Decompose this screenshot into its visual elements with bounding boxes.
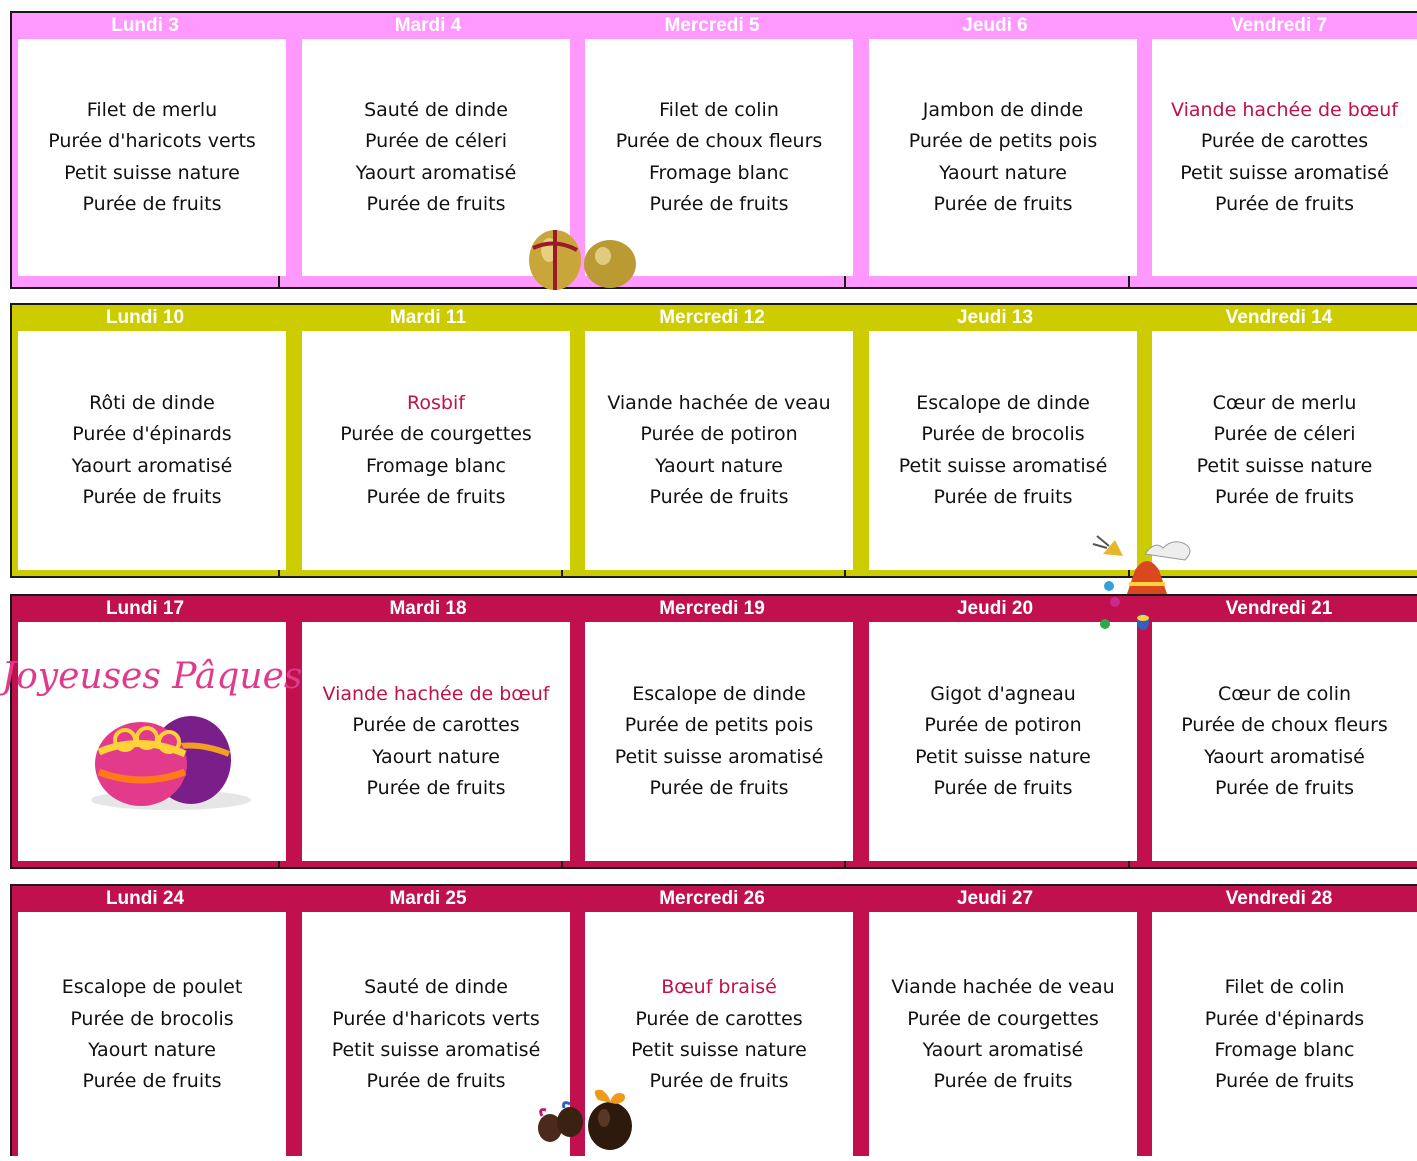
dish-line: Purée de petits pois <box>908 130 1098 153</box>
day-menu-cell <box>1152 912 1417 1158</box>
day-menu-cell <box>1 622 303 861</box>
dish-line: Purée de fruits <box>1215 776 1354 799</box>
dish-line: Purée de choux fleurs <box>615 130 823 153</box>
day-header: Jeudi 13 <box>956 307 1034 328</box>
day-header: Jeudi 6 <box>962 15 1028 36</box>
dish-line: Purée de brocolis <box>70 1007 234 1030</box>
day-menu-cell <box>18 912 286 1158</box>
dish-line: Purée de potiron <box>640 423 798 446</box>
main-dish: Jambon de dinde <box>922 98 1084 121</box>
day-header: Mercredi 26 <box>659 888 765 909</box>
dish-line: Purée de brocolis <box>921 423 1085 446</box>
dish-line: Purée de fruits <box>649 485 789 508</box>
dish-line: Purée de céleri <box>1213 423 1356 446</box>
dish-line: Purée de petits pois <box>624 714 814 737</box>
day-menu-cell <box>869 912 1137 1158</box>
day-header: Mardi 4 <box>394 15 462 36</box>
dish-line: Yaourt nature <box>372 745 500 768</box>
dish-line: Purée de fruits <box>366 192 506 215</box>
day-menu-cell <box>869 39 1137 276</box>
day-header: Mardi 25 <box>389 888 467 909</box>
dish-line: Petit suisse aromatisé <box>614 745 824 768</box>
dish-line: Yaourt aromatisé <box>1204 745 1365 768</box>
dish-line: Purée de fruits <box>82 485 222 508</box>
main-dish: Viande hachée de bœuf <box>322 682 550 705</box>
dish-line: Purée de fruits <box>1215 485 1354 508</box>
dish-line: Purée de courgettes <box>340 423 532 446</box>
dish-line: Petit suisse aromatisé <box>1180 161 1389 184</box>
dish-line: Yaourt aromatisé <box>355 161 517 184</box>
main-dish: Cœur de merlu <box>1212 391 1357 414</box>
main-dish: Escalope de dinde <box>632 682 806 705</box>
dish-line: Purée de fruits <box>1215 192 1354 215</box>
day-header: Mercredi 19 <box>659 598 765 619</box>
main-dish: Sauté de dinde <box>364 976 508 999</box>
dish-line: Purée de fruits <box>933 776 1073 799</box>
day-header: Mercredi 5 <box>664 15 760 36</box>
main-dish: Filet de colin <box>659 98 779 121</box>
dish-line: Petit suisse nature <box>915 745 1091 768</box>
day-header: Mardi 18 <box>389 598 467 619</box>
day-menu-cell <box>585 622 853 861</box>
day-header: Mercredi 12 <box>659 307 765 328</box>
main-dish: Cœur de colin <box>1217 682 1352 705</box>
chocolate-bells-icon <box>528 1088 640 1156</box>
dish-line: Fromage blanc <box>366 454 506 477</box>
dish-line: Petit suisse nature <box>64 161 240 184</box>
day-header: Lundi 10 <box>105 307 185 328</box>
dish-line: Purée de choux fleurs <box>1181 714 1388 737</box>
day-header: Vendredi 21 <box>1225 598 1333 619</box>
day-header: Jeudi 27 <box>956 888 1034 909</box>
main-dish: Rosbif <box>407 391 465 414</box>
day-header: Lundi 17 <box>105 598 185 619</box>
dish-line: Purée de fruits <box>82 192 222 215</box>
day-header: Lundi 3 <box>111 15 179 36</box>
dish-line: Purée de courgettes <box>907 1007 1099 1030</box>
dish-line: Purée de carottes <box>352 714 520 737</box>
dish-line: Purée de fruits <box>1215 1070 1354 1093</box>
day-menu-cell <box>585 331 853 570</box>
main-dish: Filet de colin <box>1224 976 1345 999</box>
dish-line: Petit suisse nature <box>1196 454 1373 477</box>
week-block <box>10 303 1417 578</box>
day-header: Jeudi 20 <box>956 598 1034 619</box>
day-header: Lundi 24 <box>105 888 185 909</box>
dish-line: Yaourt aromatisé <box>922 1039 1084 1061</box>
day-menu-cell <box>1152 622 1417 861</box>
easter-egg-icon <box>1 642 303 842</box>
week-block <box>10 884 1417 1156</box>
dish-line: Petit suisse aromatisé <box>898 454 1108 477</box>
dish-line: Purée de fruits <box>366 485 506 508</box>
dish-line: Fromage blanc <box>1214 1039 1355 1061</box>
day-header: Vendredi 7 <box>1230 15 1328 36</box>
golden-eggs-icon <box>515 220 640 292</box>
day-menu-cell <box>302 331 570 570</box>
dish-line: Purée de fruits <box>933 1070 1073 1093</box>
dish-line: Purée de fruits <box>649 1070 789 1093</box>
dish-line: Yaourt aromatisé <box>71 454 233 477</box>
dish-line: Purée d'haricots verts <box>332 1007 540 1030</box>
dish-line: Purée de céleri <box>365 130 507 153</box>
main-dish: Rôti de dinde <box>89 391 215 414</box>
main-dish: Sauté de dinde <box>364 98 508 121</box>
dish-line: Purée de potiron <box>924 714 1082 737</box>
main-dish: Filet de merlu <box>86 98 218 121</box>
dish-line: Purée de fruits <box>649 192 789 215</box>
dish-line: Yaourt nature <box>655 454 783 477</box>
week-block <box>1 594 1417 869</box>
dish-line: Purée de fruits <box>366 776 506 799</box>
dish-line: Yaourt nature <box>88 1039 216 1061</box>
dish-line: Purée de fruits <box>82 1070 222 1093</box>
dish-line: Purée d'haricots verts <box>48 130 256 153</box>
main-dish: Bœuf braisé <box>661 976 777 999</box>
main-dish: Viande hachée de veau <box>607 391 831 414</box>
dish-line: Purée d'épinards <box>72 423 232 446</box>
dish-line: Yaourt nature <box>939 161 1067 184</box>
day-menu-cell <box>18 331 286 570</box>
main-dish: Viande hachée de bœuf <box>1171 98 1398 121</box>
day-header: Vendredi 28 <box>1225 888 1333 909</box>
main-dish: Viande hachée de veau <box>891 976 1115 999</box>
main-dish: Escalope de dinde <box>916 391 1090 414</box>
week-block <box>10 11 1417 289</box>
dish-line: Fromage blanc <box>649 161 789 184</box>
dish-line: Purée de fruits <box>933 485 1073 508</box>
dish-line: Purée de fruits <box>366 1070 506 1093</box>
day-header: Vendredi 14 <box>1225 307 1333 328</box>
dish-line: Purée de fruits <box>649 776 789 799</box>
day-header: Mardi 11 <box>389 307 467 328</box>
day-menu-cell <box>869 622 1137 861</box>
dish-line: Purée d'épinards <box>1204 1007 1365 1030</box>
greeting-text: Joyeuses Pâques <box>1 655 303 697</box>
day-menu-cell <box>18 39 286 276</box>
main-dish: Escalope de poulet <box>61 976 243 999</box>
main-dish: Gigot d'agneau <box>930 682 1076 705</box>
day-menu-cell <box>302 622 570 861</box>
dish-line: Purée de carottes <box>1200 130 1369 153</box>
flying-bells-icon <box>1085 530 1200 640</box>
dish-line: Petit suisse aromatisé <box>331 1039 541 1061</box>
dish-line: Purée de carottes <box>635 1007 803 1030</box>
dish-line: Petit suisse nature <box>631 1039 807 1061</box>
dish-line: Purée de fruits <box>933 192 1073 215</box>
day-menu-cell <box>1152 39 1417 276</box>
